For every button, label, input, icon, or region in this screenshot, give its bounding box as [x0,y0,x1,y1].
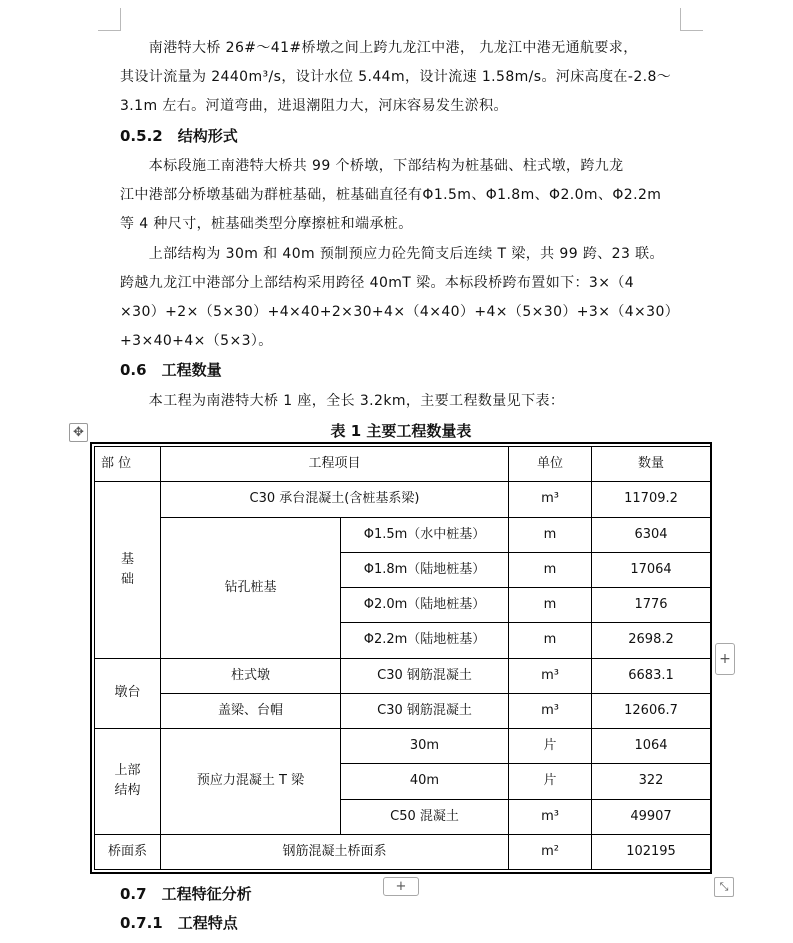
cell-qty: 6304 [592,517,711,552]
cell-unit: m³ [509,693,592,728]
text-line: 本工程为南港特大桥 1 座，全长 3.2km，主要工程数量见下表： [120,393,565,409]
header-part: 部 位 [95,447,161,482]
group-label-superstructure: 上部 结构 [95,729,161,835]
paragraph-superstructure [120,240,685,356]
cell-unit: m [509,588,592,623]
table-row [95,834,711,869]
text-line: 上部结构为 30m 和 40m 预制预应力砼先简支后连续 T 梁，共 99 跨、23 联。 [120,246,664,262]
add-column-button[interactable] [715,643,735,675]
paragraph-river-info [120,34,685,121]
text-line: 跨越九龙江中港部分上部结构采用跨径 40mT 梁。本标段桥跨布置如下：3×（4 [120,275,635,291]
table-row [95,729,711,764]
group-label-pier: 墩台 [95,658,161,729]
paragraph-substructure [120,152,685,239]
cell-qty: 11709.2 [592,482,711,517]
header-item: 工程项目 [161,447,509,482]
cell-pile-label: 钻孔桩基 [161,517,341,658]
quantity-table [94,446,711,870]
cell-qty: 1064 [592,729,711,764]
plus-icon: + [395,879,407,894]
heading-characteristics: 0.7 工程特征分析 [120,885,252,903]
text-line: 南港特大桥 26#～41#桥墩之间上跨九龙江中港， 九龙江中港无通航要求， [120,40,638,56]
cell-spec: C30 钢筋混凝土 [341,658,509,693]
table-resize-handle[interactable] [714,877,734,897]
heading-features: 0.7.1 工程特点 [120,914,238,932]
cell-unit: 片 [509,764,592,799]
cell-spec: 40m [341,764,509,799]
cell-spec: Φ1.5m（水中桩基） [341,517,509,552]
text-line: 等 4 种尺寸，桩基础类型分摩擦桩和端承桩。 [120,216,413,232]
quantity-table-frame [90,442,712,874]
cell-unit: m [509,623,592,658]
heading-quantities: 0.6 工程数量 [120,361,222,379]
crop-mark-top-right [680,8,703,31]
text-line: 其设计流量为 2440m³/s，设计水位 5.44m，设计流速 1.58m/s。河床高度在-2.8～ [120,69,672,85]
cell-qty: 322 [592,764,711,799]
text-line: 3.1m 左右。河道弯曲，进退潮阻力大，河床容易发生淤积。 [120,98,508,114]
move-icon: ✥ [73,425,84,440]
cell-qty: 2698.2 [592,623,711,658]
table-row [95,693,711,728]
header-qty: 数量 [592,447,711,482]
cell-spec: Φ1.8m（陆地桩基） [341,552,509,587]
cell-name: 柱式墩 [161,658,341,693]
text-line: +3×40+4×（5×3）。 [120,333,273,349]
text-line: ×30）+2×（5×30）+4×40+2×30+4×（4×40）+4×（5×30）+3×（4×30） [120,304,680,320]
cell-unit: m³ [509,482,592,517]
cell-qty: 102195 [592,834,711,869]
cell-unit: m [509,517,592,552]
resize-icon: ⤡ [719,880,729,893]
cell-unit: m² [509,834,592,869]
cell-spec: C50 混凝土 [341,799,509,834]
table-header-row [95,447,711,482]
cell-qty: 17064 [592,552,711,587]
cell-spec: 30m [341,729,509,764]
cell-unit: m³ [509,799,592,834]
cell-unit: m [509,552,592,587]
plus-icon: + [719,651,731,667]
cell-name: 盖梁、台帽 [161,693,341,728]
header-unit: 单位 [509,447,592,482]
cell-item: C30 承台混凝土(含桩基系梁) [161,482,509,517]
cell-name: 预应力混凝土 T 梁 [161,729,341,835]
cell-spec: C30 钢筋混凝土 [341,693,509,728]
crop-mark-top-left [98,8,121,31]
table-row [95,658,711,693]
cell-qty: 49907 [592,799,711,834]
paragraph-quantity-intro [120,387,685,416]
cell-qty: 6683.1 [592,658,711,693]
text-line: 本标段施工南港特大桥共 99 个桥墩，下部结构为桩基础、柱式墩，跨九龙 [120,158,624,174]
cell-spec: Φ2.2m（陆地桩基） [341,623,509,658]
table-row [95,482,711,517]
cell-spec: Φ2.0m（陆地桩基） [341,588,509,623]
group-label-deck: 桥面系 [95,834,161,869]
cell-item: 钢筋混凝土桥面系 [161,834,509,869]
group-label-foundation: 基 础 [95,482,161,658]
cell-unit: 片 [509,729,592,764]
text-line: 江中港部分桥墩基础为群桩基础，桩基础直径有Φ1.5m、Φ1.8m、Φ2.0m、Φ2.2m [120,187,662,203]
cell-qty: 12606.7 [592,693,711,728]
table-row [95,517,711,552]
table-move-handle[interactable] [69,423,88,442]
table-caption: 表 1 主要工程数量表 [330,422,472,440]
cell-qty: 1776 [592,588,711,623]
cell-unit: m³ [509,658,592,693]
heading-structure-form: 0.5.2 结构形式 [120,127,238,145]
add-row-button[interactable] [383,877,419,896]
